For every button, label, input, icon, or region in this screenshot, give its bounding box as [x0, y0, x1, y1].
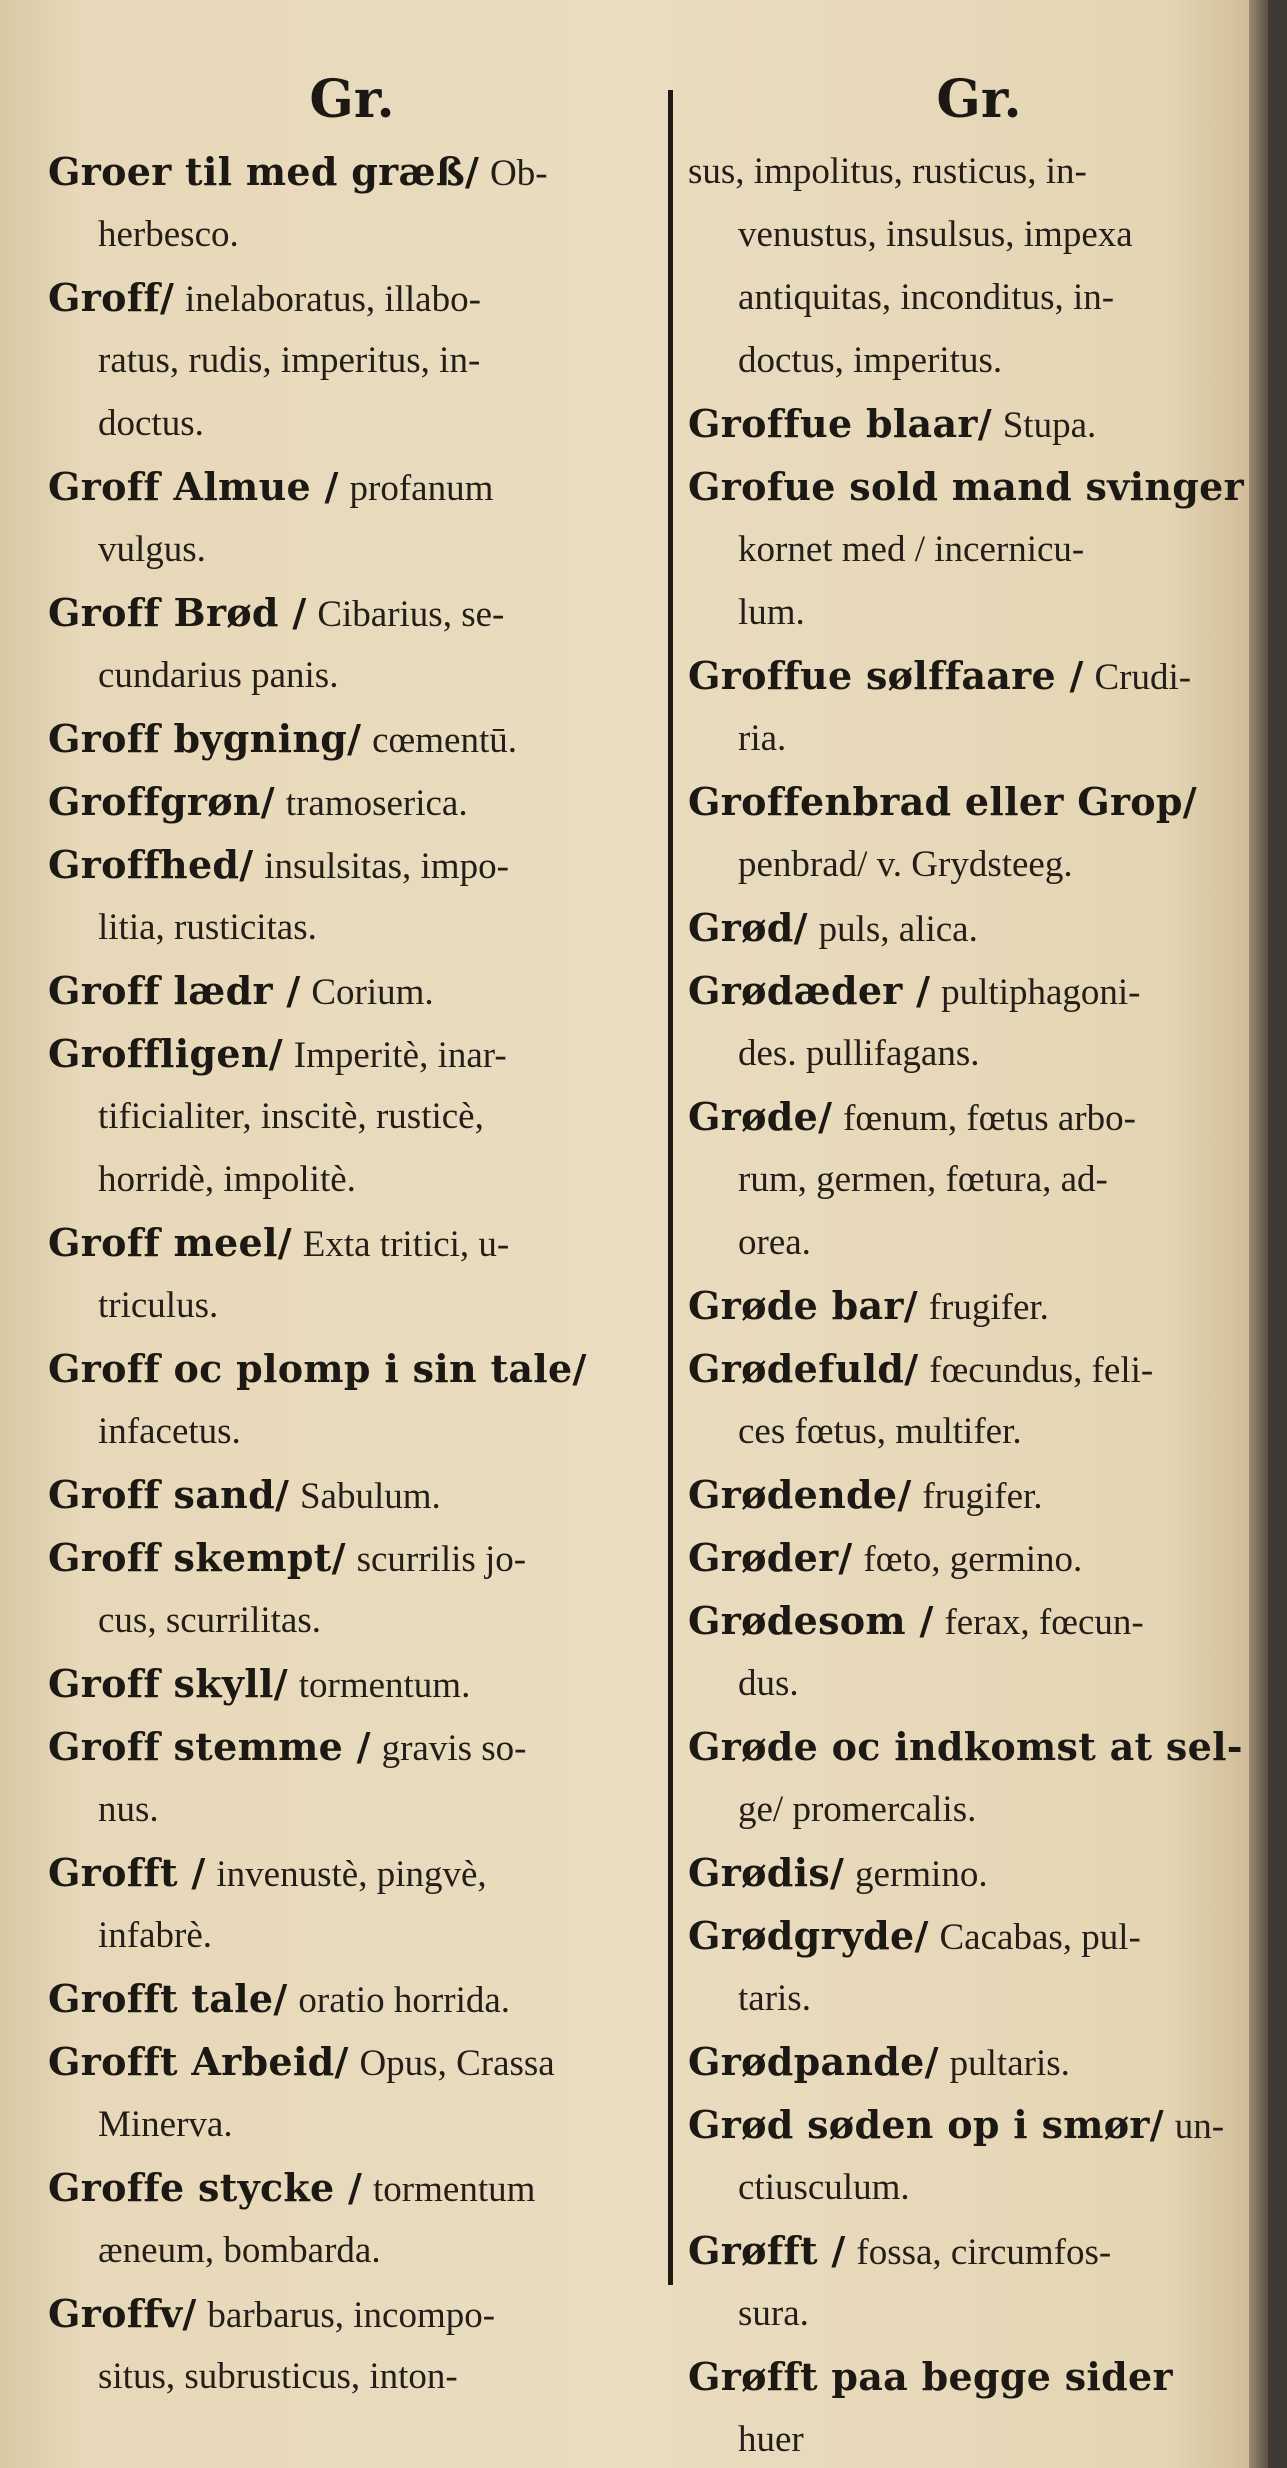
entry-gloss: cus, scurrilitas. [98, 1600, 321, 1641]
entry-first-line [688, 1085, 1268, 1148]
entry-first-line [688, 455, 1268, 518]
entry-first-line [688, 959, 1268, 1022]
dictionary-entry [688, 1715, 1268, 1841]
entry-gloss: scurrilis jo- [356, 1539, 527, 1580]
entry-headword: Groff oc plomp i sin tale/ [48, 1346, 587, 1391]
entry-first-line [48, 1337, 656, 1400]
entry-continuation-line [688, 203, 1268, 266]
entry-headword: Grødpande/ [688, 2039, 939, 2084]
entry-first-line [688, 2093, 1268, 2156]
entry-gloss: profanum [349, 468, 494, 509]
entry-headword: Grødæder / [688, 968, 931, 1013]
entry-first-line [688, 2219, 1268, 2282]
entry-continuation-line [688, 581, 1268, 644]
entry-gloss: ces fœtus, multifer. [738, 1411, 1022, 1452]
entry-headword: Groff Brød / [48, 590, 307, 635]
entry-headword: Groff sand/ [48, 1472, 290, 1517]
entry-headword: Groff skyll/ [48, 1661, 288, 1706]
entry-first-line [48, 266, 656, 329]
entry-first-line [688, 896, 1268, 959]
entry-headword: Groffv/ [48, 2291, 197, 2336]
entry-gloss: Sabulum. [299, 1476, 441, 1517]
entry-gloss: germino. [855, 1854, 988, 1895]
entry-continuation-line [48, 518, 656, 581]
entry-first-line [48, 1526, 656, 1589]
entry-headword: Grøder/ [688, 1535, 853, 1580]
dictionary-entry [688, 140, 1268, 392]
entry-gloss: inelaboratus, illabo- [185, 279, 481, 320]
entry-continuation-line [48, 1400, 656, 1463]
dictionary-entry [688, 1085, 1268, 1274]
entry-headword: Grøfft / [688, 2228, 846, 2273]
entry-gloss: kornet med / incernicu- [738, 529, 1085, 570]
entry-gloss: doctus. [98, 403, 204, 444]
entry-first-line [688, 770, 1268, 833]
entry-headword: Groff Almue / [48, 464, 339, 509]
entry-continuation-line [48, 1589, 656, 1652]
entry-headword: Grødefuld/ [688, 1346, 919, 1391]
entry-first-line [48, 959, 656, 1022]
entry-gloss: infacetus. [98, 1411, 241, 1452]
entry-gloss: antiquitas, inconditus, in- [738, 277, 1115, 318]
entry-headword: Groffue blaar/ [688, 401, 992, 446]
entry-first-line [48, 707, 656, 770]
entry-continuation-line [48, 203, 656, 266]
entry-gloss: tormentum. [298, 1665, 471, 1706]
entry-headword: Groffenbrad eller Grop/ [688, 779, 1197, 824]
entry-gloss: Cibarius, se- [317, 594, 505, 635]
entry-first-line [48, 2030, 656, 2093]
entry-gloss: un- [1174, 2106, 1225, 2147]
entry-continuation-line [688, 518, 1268, 581]
entry-first-line [48, 2282, 656, 2345]
entry-gloss: Minerva. [98, 2104, 233, 2145]
column-divider-rule [668, 90, 673, 2285]
entry-gloss: rum, germen, fœtura, ad- [738, 1159, 1108, 1200]
entry-first-line [48, 770, 656, 833]
dictionary-entry [688, 896, 1268, 959]
dictionary-entry [688, 2345, 1268, 2468]
entry-gloss: fossa, circumfos- [856, 2232, 1112, 2273]
entry-headword: Groffe stycke / [48, 2165, 363, 2210]
entry-gloss: fœcundus, feli- [929, 1350, 1154, 1391]
entry-headword: Grøfft paa begge sider [688, 2354, 1173, 2399]
dictionary-entry [48, 833, 656, 959]
entry-gloss: tificialiter, inscitè, rusticè, [98, 1096, 484, 1137]
entry-first-line [688, 1589, 1268, 1652]
dictionary-entry [48, 2030, 656, 2156]
entry-headword: Groff/ [48, 275, 175, 320]
dictionary-entry [48, 1841, 656, 1967]
entry-headword: Groff bygning/ [48, 716, 362, 761]
dictionary-entry [688, 1526, 1268, 1589]
entry-gloss: gravis so- [381, 1728, 527, 1769]
book-page-edge [1249, 0, 1268, 2468]
entry-headword: Grofft / [48, 1850, 206, 1895]
entry-continuation-line [688, 1967, 1268, 2030]
entry-headword: Grødis/ [688, 1850, 845, 1895]
entry-continuation-line [48, 329, 656, 392]
entry-first-line [48, 1652, 656, 1715]
entry-gloss: des. pullifagans. [738, 1033, 980, 1074]
entry-gloss: Imperitè, inar- [293, 1035, 507, 1076]
entry-gloss: sus, impolitus, rusticus, in- [688, 151, 1087, 192]
entry-continuation-line [688, 2408, 1268, 2468]
dictionary-entry [48, 1463, 656, 1526]
entry-continuation-line [688, 2282, 1268, 2345]
entry-gloss: herbesco. [98, 214, 239, 255]
entry-continuation-line [688, 329, 1268, 392]
entry-gloss: ferax, fœcun- [944, 1602, 1144, 1643]
entry-first-line [688, 644, 1268, 707]
dictionary-entry [688, 1904, 1268, 2030]
entry-first-line [48, 833, 656, 896]
entry-gloss: tramoserica. [285, 783, 468, 824]
dictionary-entry [48, 581, 656, 707]
dictionary-entry [688, 2093, 1268, 2219]
entry-gloss: dus. [738, 1663, 799, 1704]
dictionary-entry [48, 1715, 656, 1841]
entry-gloss: barbarus, incompo- [207, 2295, 496, 2336]
entry-continuation-line [48, 1274, 656, 1337]
entry-continuation-line [688, 1778, 1268, 1841]
entry-gloss: ge/ promercalis. [738, 1789, 977, 1830]
entry-first-line [688, 2030, 1268, 2093]
entry-gloss: triculus. [98, 1285, 219, 1326]
entry-gloss: Ob- [490, 153, 548, 194]
entry-headword: Groffligen/ [48, 1031, 283, 1076]
entry-continuation-line [688, 2156, 1268, 2219]
entry-continuation-line [48, 1148, 656, 1211]
entry-continuation-line [48, 1778, 656, 1841]
dictionary-entry [48, 1967, 656, 2030]
entry-continuation-line [688, 1022, 1268, 1085]
right-running-header: Gr. [936, 69, 1022, 130]
entry-headword: Groff stemme / [48, 1724, 371, 1769]
entry-headword: Grød/ [688, 905, 808, 950]
left-column [48, 60, 656, 2408]
entry-first-line [688, 1274, 1268, 1337]
entry-gloss: pultiphagoni- [941, 972, 1141, 1013]
entry-gloss: cundarius panis. [98, 655, 339, 696]
dictionary-entry [688, 1589, 1268, 1715]
dictionary-entry [688, 2219, 1268, 2345]
entry-gloss: frugifer. [928, 1287, 1049, 1328]
entry-first-line [48, 1715, 656, 1778]
entry-gloss: Crudi- [1094, 657, 1192, 698]
dictionary-entry [688, 1463, 1268, 1526]
entry-gloss: Corium. [311, 972, 434, 1013]
dictionary-entry [688, 455, 1268, 644]
entry-gloss: sura. [738, 2293, 809, 2334]
entry-continuation-line [48, 392, 656, 455]
entry-gloss: penbrad/ v. Grydsteeg. [738, 844, 1073, 885]
dictionary-entry [688, 1337, 1268, 1463]
dictionary-entry [48, 266, 656, 455]
entry-gloss: ria. [738, 718, 787, 759]
dictionary-entry [48, 1526, 656, 1652]
entry-first-line [688, 1904, 1268, 1967]
entry-gloss: ratus, rudis, imperitus, in- [98, 340, 481, 381]
entry-gloss: insulsitas, impo- [264, 846, 509, 887]
entry-gloss: taris. [738, 1978, 811, 2019]
entry-continuation-line [48, 896, 656, 959]
entry-continuation-line [688, 1652, 1268, 1715]
entry-gloss: tormentum [373, 2169, 536, 2210]
entry-first-line [48, 1022, 656, 1085]
entry-gloss: Exta tritici, u- [302, 1224, 510, 1265]
entry-continuation-line [688, 707, 1268, 770]
dictionary-entry [48, 1652, 656, 1715]
entry-headword: Grofft tale/ [48, 1976, 288, 2021]
dictionary-entry [48, 707, 656, 770]
entry-gloss: invenustè, pingvè, [216, 1854, 487, 1895]
entry-gloss: doctus, imperitus. [738, 340, 1003, 381]
entry-first-line [48, 581, 656, 644]
entry-gloss: orea. [738, 1222, 811, 1263]
entry-gloss: puls, alica. [818, 909, 978, 950]
dictionary-entry [688, 644, 1268, 770]
entry-headword: Groffgrøn/ [48, 779, 275, 824]
entry-continuation-line [48, 2345, 656, 2408]
entry-continuation-line [688, 266, 1268, 329]
entry-gloss: litia, rusticitas. [98, 907, 317, 948]
dictionary-entry [688, 770, 1268, 896]
dictionary-entry [48, 2156, 656, 2282]
entry-headword: Grøde/ [688, 1094, 833, 1139]
dictionary-entry [688, 1274, 1268, 1337]
entry-gloss: Cacabas, pul- [939, 1917, 1141, 1958]
entry-first-line [48, 1211, 656, 1274]
entry-headword: Grøde oc indkomst at sel- [688, 1724, 1243, 1769]
entry-first-line [48, 1463, 656, 1526]
dictionary-entry [48, 2282, 656, 2408]
entry-first-line [688, 392, 1268, 455]
entry-headword: Groffue sølffaare / [688, 653, 1084, 698]
dictionary-entry [48, 770, 656, 833]
entry-first-line [688, 1715, 1268, 1778]
entry-first-line [48, 455, 656, 518]
entry-gloss: vulgus. [98, 529, 206, 570]
entry-continuation-line [48, 1904, 656, 1967]
dictionary-entry [48, 140, 656, 266]
dictionary-entry [48, 1337, 656, 1463]
entry-first-line [48, 140, 656, 203]
entry-continuation-line [688, 833, 1268, 896]
entry-headword: Grød søden op i smør/ [688, 2102, 1164, 2147]
dictionary-entry [688, 392, 1268, 455]
entry-headword: Grofue sold mand svinger [688, 464, 1244, 509]
dictionary-entry [688, 2030, 1268, 2093]
entry-headword: Grøde bar/ [688, 1283, 918, 1328]
entry-headword: Grødende/ [688, 1472, 912, 1517]
dictionary-entry [688, 959, 1268, 1085]
entry-gloss: nus. [98, 1789, 159, 1830]
entry-continuation-line [48, 2219, 656, 2282]
left-running-header: Gr. [309, 69, 395, 130]
entry-gloss: oratio horrida. [298, 1980, 511, 2021]
entry-gloss: horridè, impolitè. [98, 1159, 356, 1200]
entry-gloss: fœnum, fœtus arbo- [843, 1098, 1136, 1139]
entry-headword: Grofft Arbeid/ [48, 2039, 349, 2084]
dictionary-entry [688, 1841, 1268, 1904]
entry-headword: Groff lædr / [48, 968, 301, 1013]
entry-first-line [48, 1967, 656, 2030]
entry-continuation-line [48, 1085, 656, 1148]
entry-gloss: pultaris. [949, 2043, 1070, 2084]
entry-headword: Grødgryde/ [688, 1913, 929, 1958]
entry-gloss: lum. [738, 592, 805, 633]
entry-headword: Groff skempt/ [48, 1535, 346, 1580]
right-column [688, 60, 1268, 2468]
entry-gloss: huer [738, 2419, 804, 2460]
dictionary-entry [48, 959, 656, 1022]
entry-gloss: fœto, germino. [863, 1539, 1083, 1580]
entry-gloss: infabrè. [98, 1915, 213, 1956]
entry-continuation-line [48, 2093, 656, 2156]
entry-gloss: situs, subrusticus, inton- [98, 2356, 458, 2397]
entry-first-line [48, 2156, 656, 2219]
entry-gloss: Opus, Crassa [359, 2043, 555, 2084]
entry-continuation-line [688, 1211, 1268, 1274]
entry-gloss: frugifer. [922, 1476, 1043, 1517]
entry-first-line [688, 1337, 1268, 1400]
entry-first-line [688, 1526, 1268, 1589]
entry-continuation-line [688, 1400, 1268, 1463]
entry-headword: Groff meel/ [48, 1220, 292, 1265]
entry-first-line [688, 1841, 1268, 1904]
entry-continuation-line [688, 1148, 1268, 1211]
entry-continuation-line [48, 644, 656, 707]
entry-gloss: cœmentū. [372, 720, 517, 761]
entry-headword: Grødesom / [688, 1598, 934, 1643]
dictionary-entry [48, 1022, 656, 1211]
entry-gloss: ctiusculum. [738, 2167, 910, 2208]
dictionary-entry [48, 455, 656, 581]
entry-headword: Groer til med græß/ [48, 149, 480, 194]
entry-gloss: æneum, bombarda. [98, 2230, 381, 2271]
entry-first-line [48, 1841, 656, 1904]
entry-gloss: venustus, insulsus, impexa [738, 214, 1133, 255]
entry-first-line [688, 2345, 1268, 2408]
dictionary-entry [48, 1211, 656, 1337]
entry-first-line [688, 140, 1268, 203]
entry-gloss: Stupa. [1002, 405, 1097, 446]
entry-first-line [688, 1463, 1268, 1526]
entry-headword: Groffhed/ [48, 842, 254, 887]
